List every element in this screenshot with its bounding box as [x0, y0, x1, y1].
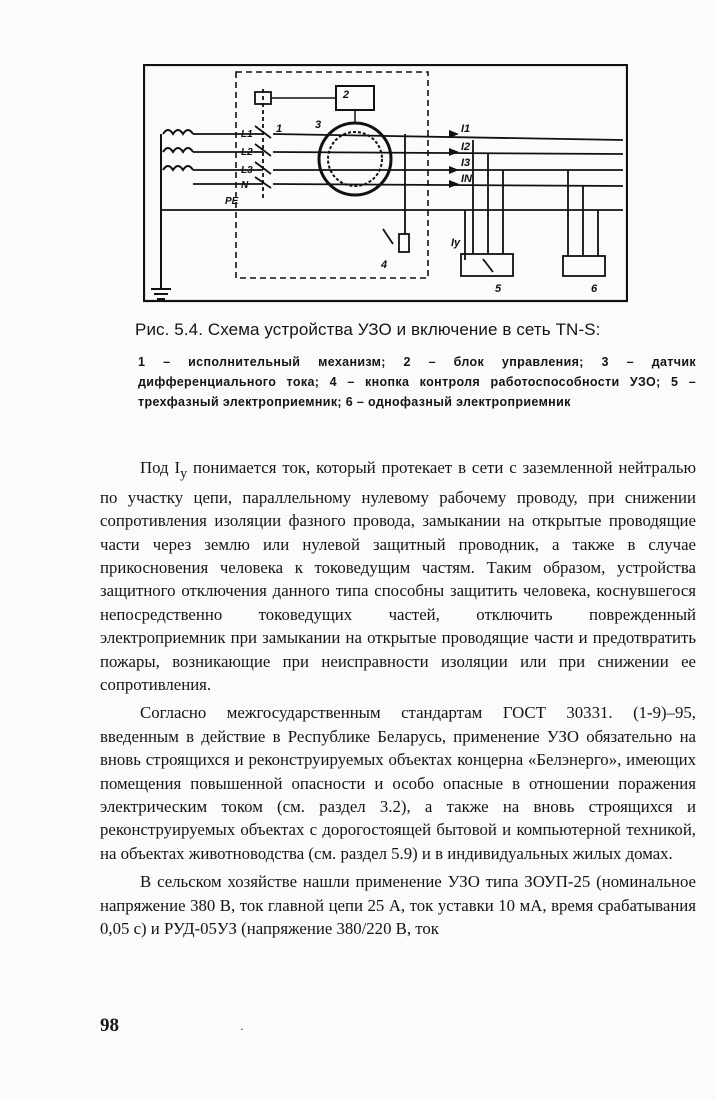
label-i3: I3	[461, 157, 471, 169]
test-button	[383, 134, 409, 252]
p1-prefix: Под I	[140, 458, 181, 477]
paragraph-3: В сельском хозяйстве нашли применение УЗО типа ЗОУП-25 (номинальное напряжение 380 В, ток главной цепи 25 А, ток уставки 10 мА, время срабатывания 0,05 с) и РУД-05УЗ (напряжение 380/220 В, ток	[100, 872, 696, 939]
label-l3: L3	[241, 165, 253, 176]
number-5: 5	[495, 283, 502, 295]
stray-mark: ·	[240, 1022, 244, 1036]
phase-labels	[225, 129, 253, 207]
switch-contacts	[255, 89, 271, 199]
figure-caption-title: Рис. 5.4. Схема устройства УЗО и включение в сеть TN-S:	[135, 320, 601, 339]
control-block	[336, 86, 374, 110]
number-2: 2	[343, 89, 350, 101]
p1-subscript: у	[180, 466, 188, 482]
current-arrows	[449, 130, 459, 188]
number-3: 3	[315, 119, 322, 131]
figure-caption-legend	[100, 352, 696, 412]
legend-text: 1 – исполнительный механизм; 2 – блок управления; 3 – датчик дифференциального тока; 4 – кнопка контроля работоспособности УЗО; 5 – трехфазный электроприемник; 6 – однофазный электроприемник	[138, 355, 696, 409]
label-i2: I2	[461, 141, 471, 153]
body-text	[100, 456, 696, 940]
number-4: 4	[381, 259, 388, 271]
toroid-inner	[328, 132, 382, 186]
label-l2: L2	[241, 147, 253, 158]
p1-text: понимается ток, который протекает в сети с заземленной нейтралью по участку цепи, параллельному нулевому рабочему проводу, при снижении сопротивления изоляции фазного провода, замыкании на открытые проводящие части через землю или нулевой защитный проводник, а также в случае прикосновения человека к токоведущим частям. Таким образом, устройства защитного отключения данного типа способны защитить человека, коснувшегося непосредственно токоведущих частей, отключить поврежденный электроприемник при замыкании на открытые проводящие части и предотвратить пожары, возникающие при неисправности изоляции или при снижении ее сопротивления.	[100, 458, 696, 695]
page-number: 98	[100, 1015, 119, 1036]
rcd-circuit-diagram	[143, 64, 628, 304]
label-l1: L1	[241, 129, 253, 140]
label-n: N	[241, 180, 249, 191]
label-pe: PE	[225, 196, 239, 207]
paragraph-1	[100, 456, 696, 696]
number-6: 6	[591, 283, 598, 295]
paragraph-2: Согласно межгосударственным стандартам ГОСТ 30331. (1-9)–95, введенным в действие в Республике Беларусь, применение УЗО обязательно на вновь строящихся и реконструируемых объектах концерна «Белэнерго», имеющих помещения повышенной опасности и особо опасные в отношении поражения электрическим током (см. раздел 3.2), а также на вновь строящихся и реконструируемых объектах с дорогостоящей бытовой и компьютерной техникой, на объектах животноводства (см. раздел 5.9) и в индивидуальных жилых домах.	[100, 703, 696, 863]
label-iy: Iy	[451, 237, 461, 249]
component-numbers	[276, 89, 598, 295]
label-in: IN	[461, 173, 472, 185]
label-i1: I1	[461, 123, 471, 135]
number-1: 1	[276, 123, 283, 135]
figure-rcd-diagram	[143, 64, 628, 304]
ground-symbol	[151, 289, 171, 299]
